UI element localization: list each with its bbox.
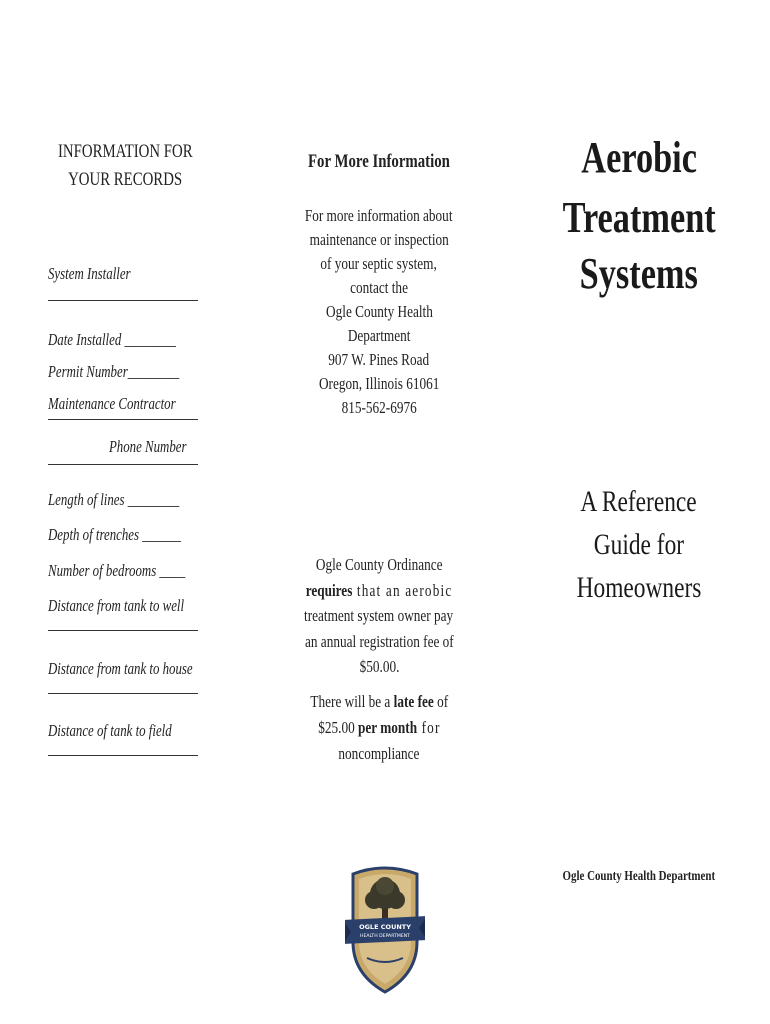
cover-footer: Ogle County Health Department [562, 869, 716, 884]
phone-number-label: Phone Number [109, 437, 187, 456]
number-of-bedrooms-field[interactable]: Number of bedrooms ____ [48, 561, 186, 580]
more-info-title: For More Information [308, 151, 450, 172]
distance-tank-well-label: Distance from tank to well [48, 596, 185, 615]
distance-tank-house-field[interactable] [48, 693, 198, 694]
cover-subtitle: A Reference Guide for Homeowners [576, 485, 702, 604]
phone-number-field[interactable] [48, 464, 198, 465]
contact-info: For more information about maintenance or inspection of your septic system, contact the Ogle County Health Department 907 W. Pines Road Oregon, Illinois 61061 815-562-6976 [250, 204, 508, 420]
distance-tank-house-label: Distance from tank to house [48, 659, 193, 678]
distance-tank-well-field[interactable] [48, 630, 198, 631]
date-installed-field[interactable]: Date Installed ________ [48, 330, 176, 349]
distance-tank-field-field[interactable] [48, 755, 198, 756]
permit-number-field[interactable]: Permit Number________ [48, 362, 180, 381]
maintenance-contractor-field[interactable] [48, 419, 198, 420]
health-department-logo-icon [345, 862, 425, 994]
system-installer-label: System Installer [48, 264, 131, 283]
logo-text-line1: OGLE COUNTY [359, 923, 411, 931]
depth-of-trenches-field[interactable]: Depth of trenches ______ [48, 525, 181, 544]
dept-name-line2: Department [347, 326, 411, 345]
phone-link[interactable]: 815-562-6976 [341, 398, 417, 417]
cover-title: Aerobic Treatment Systems [562, 133, 716, 298]
records-panel [0, 0, 250, 1024]
length-of-lines-field[interactable]: Length of lines ________ [48, 490, 180, 509]
dept-name-line1: Ogle County Health [325, 302, 433, 321]
logo-text-line2: HEALTH DEPARTMENT [360, 934, 410, 939]
cover-panel [508, 0, 770, 1024]
address-street: 907 W. Pines Road [328, 350, 430, 369]
address-city: Oregon, Illinois 61061 [318, 374, 440, 393]
records-heading: INFORMATION FOR YOUR RECORDS [57, 141, 193, 190]
ordinance-text: Ogle County Ordinance requires that an aerobic treatment system owner pay an annual registration fee of $50.00. [304, 555, 454, 676]
late-fee-text: There will be a late fee of $25.00 per month for noncompliance [310, 692, 448, 763]
maintenance-contractor-label: Maintenance Contractor [48, 394, 176, 413]
system-installer-field[interactable] [48, 300, 198, 301]
contact-panel [250, 0, 508, 1024]
distance-tank-field-label: Distance of tank to field [48, 721, 172, 740]
